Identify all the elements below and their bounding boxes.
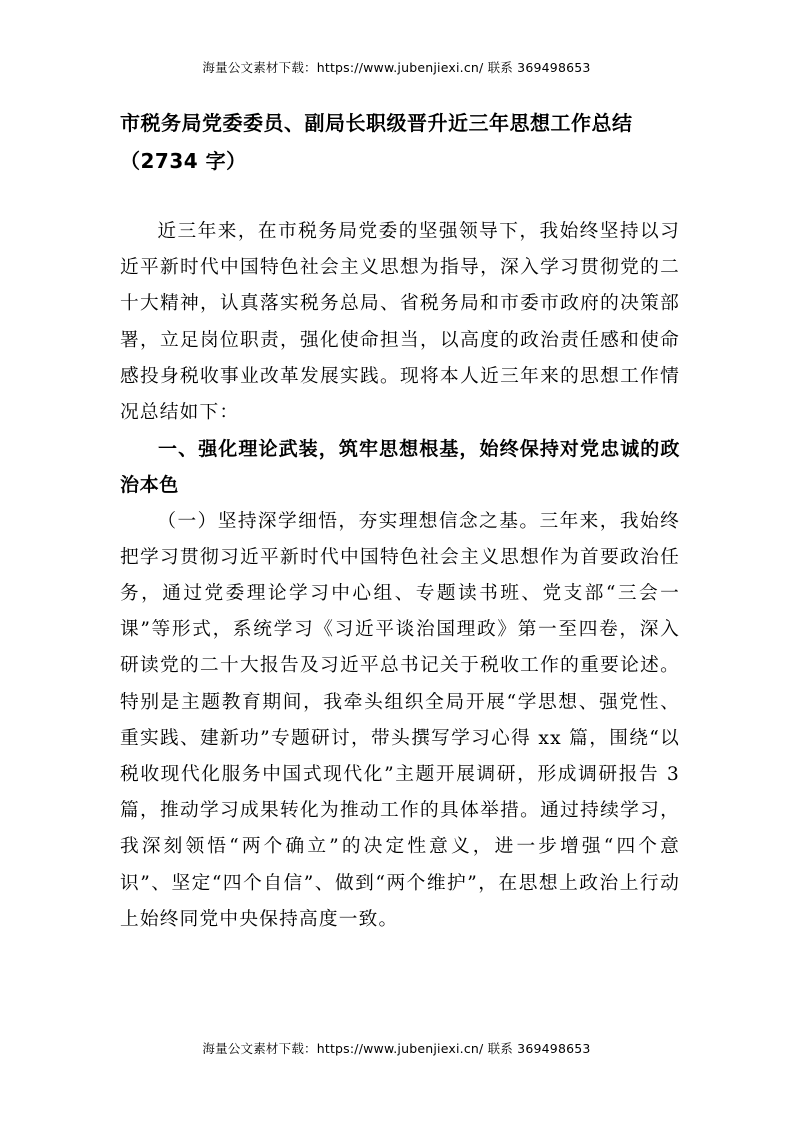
section-1-paragraph-1: （一）坚持深学细悟，夯实理想信念之基。三年来，我始终把学习贯彻习近平新时代中国特色社会主义思想作为首要政治任务，通过党委理论学习中心组、专题读书班、党支部“三会一课”等形式，系统学习《习近平谈治国理政》第一至四卷，深入研读党的二十大报告及习近平总书记关于税收工作的重要论述。特别是主题教育期间，我牵头组织全局开展“学思想、强党性、重实践、建新功”专题研讨，带头撰写学习心得 xx 篇，围绕“以税收现代化服务中国式现代化”主题开展调研，形成调研报告 3 篇，推动学习成果转化为推动工作的具体举措。通过持续学习，我深刻领悟“两个确立”的决定性意义，进一步增强“四个意识”、坚定“四个自信”、做到“两个维护”，在思想上政治上行动上始终同党中央保持高度一致。 [120,510,680,930]
document-body [120,214,680,938]
page-footer: 海量公文素材下载：https://www.jubenjiexi.cn/ 联系 369498653 [202,1041,591,1056]
document-title: 市税务局党委委员、副局长职级晋升近三年思想工作总结（2734 字） [120,111,633,173]
section-heading-1: 一、强化理论武装，筑牢思想根基，始终保持对党忠诚的政治本色 [120,438,680,497]
intro-paragraph: 近三年来，在市税务局党委的坚强领导下，我始终坚持以习近平新时代中国特色社会主义思想为指导，深入学习贯彻党的二十大精神，认真落实税务总局、省税务局和市委市政府的决策部署，立足岗位职责，强化使命担当，以高度的政治责任感和使命感投身税收事业改革发展实践。现将本人近三年来的思想工作情况总结如下： [120,221,680,424]
page-header: 海量公文素材下载：https://www.jubenjiexi.cn/ 联系 369498653 [202,60,591,75]
